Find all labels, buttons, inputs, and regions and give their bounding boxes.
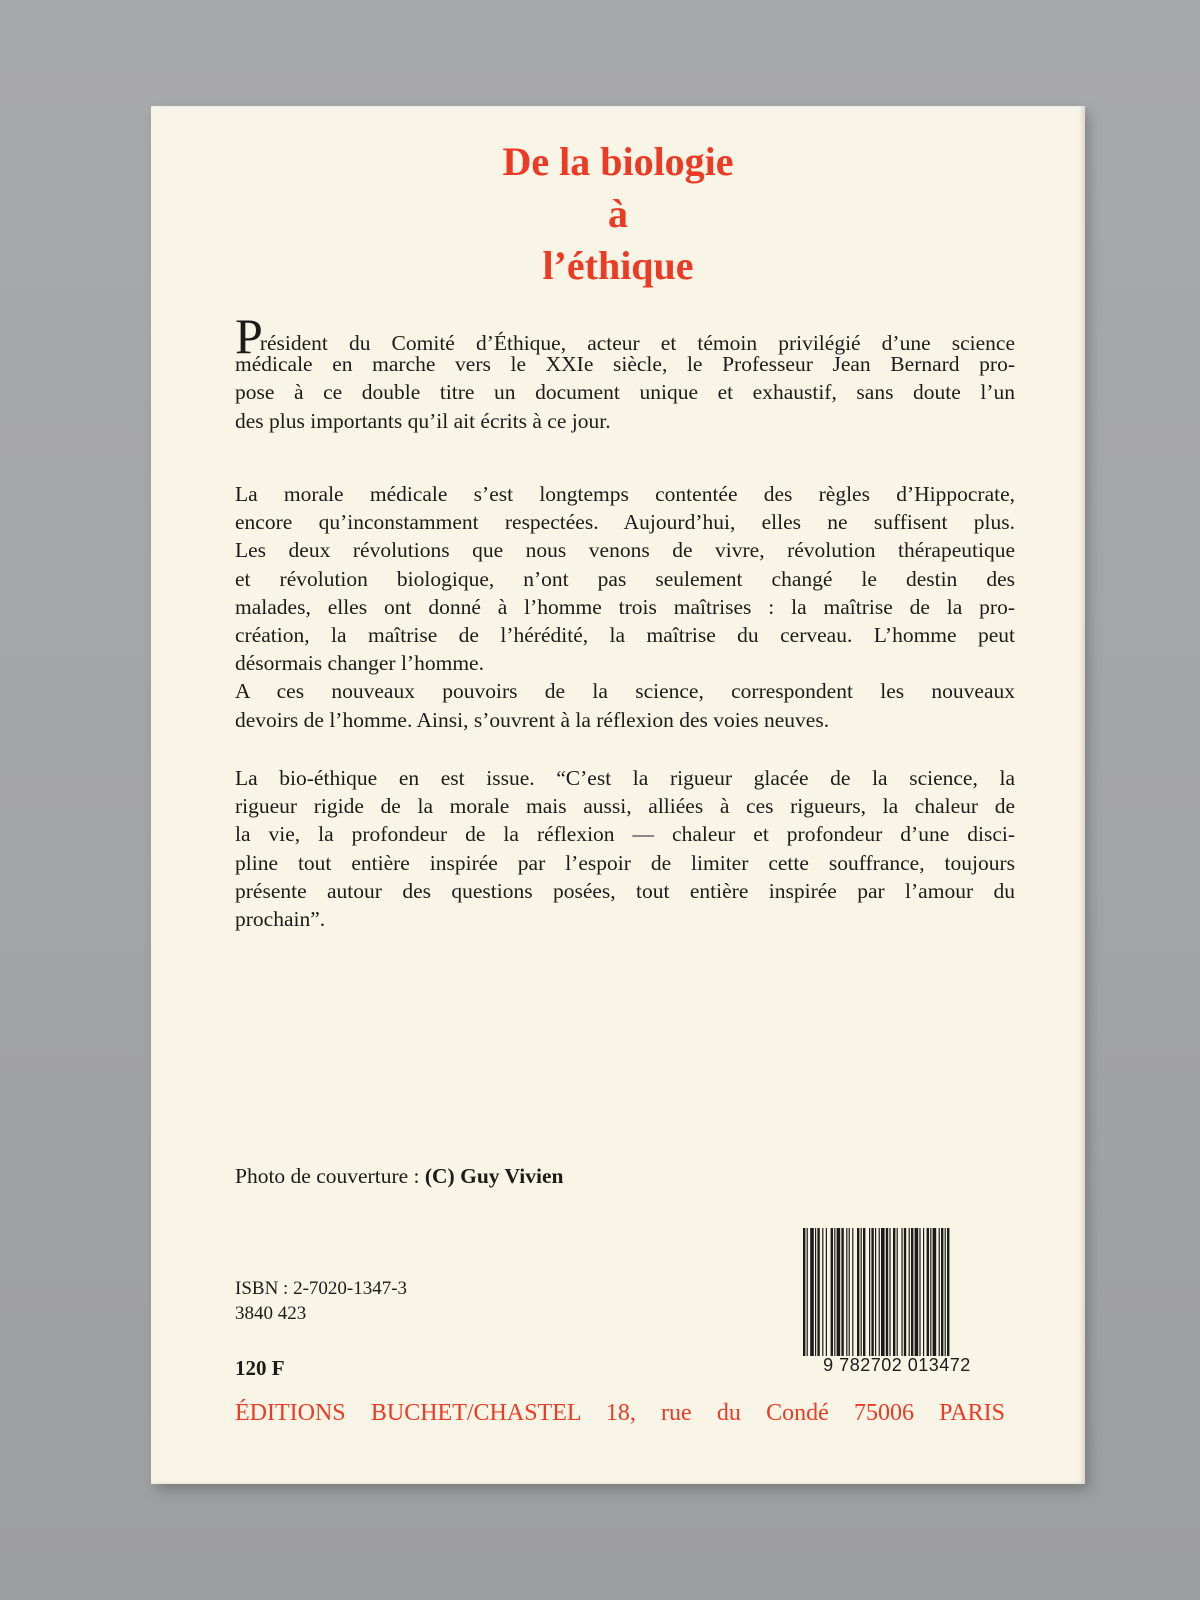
barcode-bar [886, 1228, 888, 1356]
blurb-line: La bio-éthique en est issue. “C’est la rigueur glacée de la science, la [235, 766, 1015, 790]
title-line-3: l’éthique [542, 243, 694, 288]
blurb-line: rigueur rigide de la morale mais aussi, alliées à ces rigueurs, la chaleur de [235, 794, 1015, 819]
barcode-bar [930, 1228, 931, 1356]
blurb-line: A ces nouveaux pouvoirs de la science, correspondent les nouveaux [235, 679, 1015, 704]
barcode-bar [857, 1228, 859, 1356]
barcode-bar [909, 1228, 910, 1356]
barcode-bar [869, 1228, 870, 1356]
blurb-line: création, la maîtrise de l’hérédité, la maîtrise du cerveau. L’homme peut [235, 622, 1015, 647]
photo-credit-label: Photo de couverture : [235, 1164, 425, 1188]
isbn-number: ISBN : 2-7020-1347-3 [235, 1278, 408, 1299]
barcode-bar [893, 1228, 895, 1356]
title-line-2: à [608, 191, 628, 236]
drop-cap: P [235, 308, 263, 364]
blurb-line: prochain”. [235, 906, 326, 931]
barcode-bar [852, 1228, 853, 1356]
barcode-bar [939, 1228, 940, 1356]
barcode-bar [841, 1228, 843, 1356]
barcode-bar [826, 1228, 827, 1356]
blurb-line: Les deux révolutions que nous venons de vivre, révolution thérapeutique [235, 538, 1015, 563]
barcode-digits: 9 782702 013472 [823, 1355, 971, 1375]
blurb-line: médicale en marche vers le XXIe siècle, le Professeur Jean Bernard pro- [235, 352, 1015, 377]
photo-credit-name: (C) Guy Vivien [424, 1164, 564, 1188]
blurb-line: pline tout entière inspirée par l’espoir de limiter cette souffrance, toujours [235, 850, 1015, 875]
barcode-bar [933, 1228, 937, 1356]
barcode-bar [810, 1228, 814, 1356]
blurb-paragraph-1 [235, 308, 1015, 435]
blurb-paragraph-3 [235, 764, 1015, 933]
barcode-bar [919, 1228, 920, 1356]
isbn-block [235, 1276, 407, 1326]
catalog-number: 3840 423 [235, 1303, 307, 1324]
barcode-bar [875, 1228, 876, 1356]
publisher-address: ÉDITIONS BUCHET/CHASTEL 18, rue du Condé 75006 PARIS [235, 1400, 1005, 1426]
barcode-bar [897, 1228, 898, 1356]
price: 120 F [235, 1356, 285, 1380]
barcode-bar [831, 1228, 833, 1356]
photo-credit [235, 1164, 563, 1189]
barcode-bar [901, 1228, 902, 1356]
barcode-bar [846, 1228, 847, 1356]
book-back-cover [151, 106, 1085, 1484]
barcode-bar [863, 1228, 865, 1356]
barcode-bar [945, 1228, 946, 1356]
blurb-line: des plus importants qu’il ait écrits à ce jour. [235, 408, 611, 433]
title-line-1: De la biologie [502, 139, 734, 184]
barcode-bar [915, 1228, 919, 1356]
blurb-line: devoirs de l’homme. Ainsi, s’ouvrent à la réflexion des voies neuves. [235, 707, 830, 732]
blurb-line: encore qu’inconstamment respectées. Aujourd’hui, elles ne suffisent plus. [235, 510, 1015, 535]
barcode-bar [807, 1228, 808, 1356]
barcode-bar [911, 1228, 913, 1356]
barcode-bar [834, 1228, 835, 1356]
barcode-bar [815, 1228, 816, 1356]
barcode-bar [881, 1228, 885, 1356]
barcode-bar [822, 1228, 823, 1356]
barcode-bar [927, 1228, 929, 1356]
barcode-bar [904, 1228, 906, 1356]
blurb-line: présente autour des questions posées, tout entière inspirée par l’amour du [235, 878, 1015, 903]
blurb-line: La morale médicale s’est longtemps contentée des règles d’Hippocrate, [235, 482, 1015, 506]
barcode-bar [923, 1228, 924, 1356]
barcode-bar [837, 1228, 841, 1356]
barcode-bar [817, 1228, 819, 1356]
barcode-bar [871, 1228, 873, 1356]
blurb-line: la vie, la profondeur de la réflexion — chaleur et profondeur d’une disci- [235, 822, 1015, 847]
barcode-bars [799, 1228, 995, 1356]
barcode-bar [803, 1228, 805, 1356]
blurb-line: malades, elles ont donné à l’homme trois maîtrises : la maîtrise de la pro- [235, 594, 1015, 619]
barcode-bar [947, 1228, 949, 1356]
barcode-bar [849, 1228, 850, 1356]
blurb-paragraph-2 [235, 480, 1015, 734]
barcode-bar [889, 1228, 890, 1356]
blurb-line: désormais changer l’homme. [235, 651, 484, 676]
blurb-line: et révolution biologique, n’ont pas seulement changé le destin des [235, 566, 1015, 591]
barcode-bar [861, 1228, 862, 1356]
barcode-bar [941, 1228, 943, 1356]
blurb-line: pose à ce double titre un document unique et exhaustif, sans doute l’un [235, 380, 1015, 405]
blurb-line: Président du Comité d’Éthique, acteur et témoin privilégié d’une science [235, 308, 1015, 364]
barcode-bar [879, 1228, 880, 1356]
